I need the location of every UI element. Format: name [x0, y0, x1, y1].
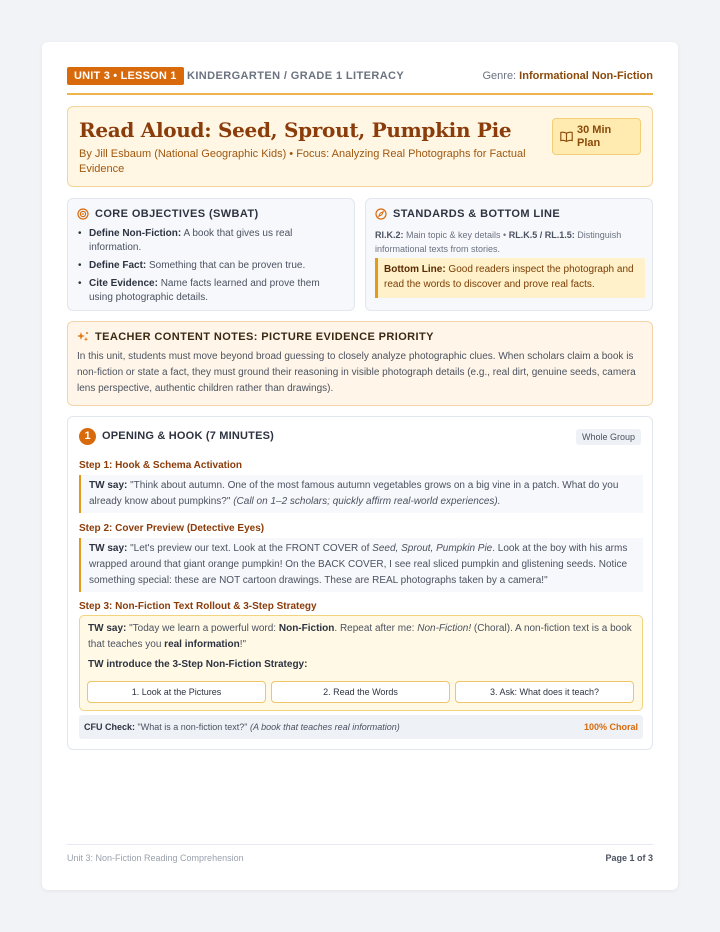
objectives-heading: CORE OBJECTIVES (SWBAT)	[95, 208, 259, 220]
step-2-script: TW say: "Let's preview our text. Look at the FRONT COVER of Seed, Sprout, Pumpkin Pie. Look at the boy with his arms wrapped around that giant orange pumpkin! On the BACK COVER, I see real sliced pumpkin and glistening seeds. Notice something special: these are NOT cartoon drawings. These are REAL photographs taken by a camera!"	[79, 538, 643, 592]
step-1-title: Step 1: Hook & Schema Activation	[79, 460, 242, 471]
objectives-card	[67, 198, 355, 311]
compass-icon	[375, 208, 387, 220]
group-tag: Whole Group	[576, 429, 641, 445]
notes-heading: TEACHER CONTENT NOTES: PICTURE EVIDENCE PRIORITY	[95, 331, 434, 343]
standards-card	[365, 198, 653, 311]
standards-text: RI.K.2: Main topic & key details • RL.K.5 / RL.1.5: Distinguish informational texts from stories.	[375, 230, 622, 254]
strategy-step-3: 3. Ask: What does it teach?	[455, 681, 634, 703]
step-3-box	[79, 615, 643, 711]
genre-label: Genre: Informational Non-Fiction	[482, 70, 653, 82]
notes-body: In this unit, students must move beyond broad guessing to closely analyze photographic clues. When scholars claim a book is non-fiction or state a fact, they must ground their reasoning in visible photograph details (e.g., real dirt, genuine seeds, camera lens perspective, authentic children rather than drawings).	[77, 351, 636, 394]
section-number: 1	[79, 428, 96, 445]
strategy-intro: TW introduce the 3-Step Non-Fiction Strategy:	[88, 659, 308, 670]
book-icon	[560, 130, 573, 143]
strategy-step-2: 2. Read the Words	[271, 681, 450, 703]
step-2-title: Step 2: Cover Preview (Detective Eyes)	[79, 523, 265, 534]
objectives-list	[77, 227, 345, 309]
cfu-result: 100% Choral	[583, 722, 638, 732]
step-3-title: Step 3: Non-Fiction Text Rollout & 3-Step Strategy	[79, 601, 317, 612]
list-item: • Define Non-Fiction: A book that gives us real information.	[77, 227, 345, 255]
title-block	[67, 106, 653, 187]
list-item: • Cite Evidence: Name facts learned and prove them using photographic details.	[77, 277, 345, 305]
step-3-script: TW say: "Today we learn a powerful word: Non-Fiction. Repeat after me: Non-Fiction! (Choral). A non-fiction text is a book that teaches you real information!"	[88, 623, 632, 650]
duration-badge	[552, 118, 641, 155]
strategy-step-1: 1. Look at the Pictures	[87, 681, 266, 703]
bottom-line: Bottom Line: Good readers inspect the photograph and read the words to discover and prove real facts.	[375, 258, 645, 298]
sparkle-icon	[77, 331, 89, 343]
standards-heading: STANDARDS & BOTTOM LINE	[393, 208, 561, 220]
page-footer	[67, 844, 653, 866]
target-icon	[77, 208, 89, 220]
step-1-script: TW say: "Think about autumn. One of the most famous autumn vegetables grows on a big vine in a patch. What do you already know about pumpkins?" (Call on 1–2 scholars; quickly affirm real-world experiences).	[79, 475, 643, 513]
unit-badge: UNIT 3 • LESSON 1	[67, 67, 184, 85]
genre-value: Informational Non-Fiction	[519, 70, 653, 82]
section-title: OPENING & HOOK (7 MINUTES)	[102, 430, 275, 442]
grade-label: KINDERGARTEN / GRADE 1 LITERACY	[187, 70, 405, 82]
header-bar	[67, 67, 653, 95]
lesson-page	[42, 42, 678, 890]
byline: By Jill Esbaum (National Geographic Kids) • Focus: Analyzing Real Photographs for Factual Evidence	[79, 148, 526, 175]
footer-unit: Unit 3: Non-Fiction Reading Comprehension	[67, 853, 244, 863]
cfu-check: CFU Check: "What is a non-fiction text?" (A book that teaches real information) 100% Choral	[79, 715, 643, 739]
page-number: Page 1 of 3	[605, 853, 653, 863]
opening-hook-section	[67, 416, 653, 750]
duration-label: 30 Min Plan	[577, 124, 612, 149]
page-title: Read Aloud: Seed, Sprout, Pumpkin Pie	[79, 118, 512, 142]
list-item: • Define Fact: Something that can be proven true.	[77, 259, 345, 273]
teacher-notes	[67, 321, 653, 406]
